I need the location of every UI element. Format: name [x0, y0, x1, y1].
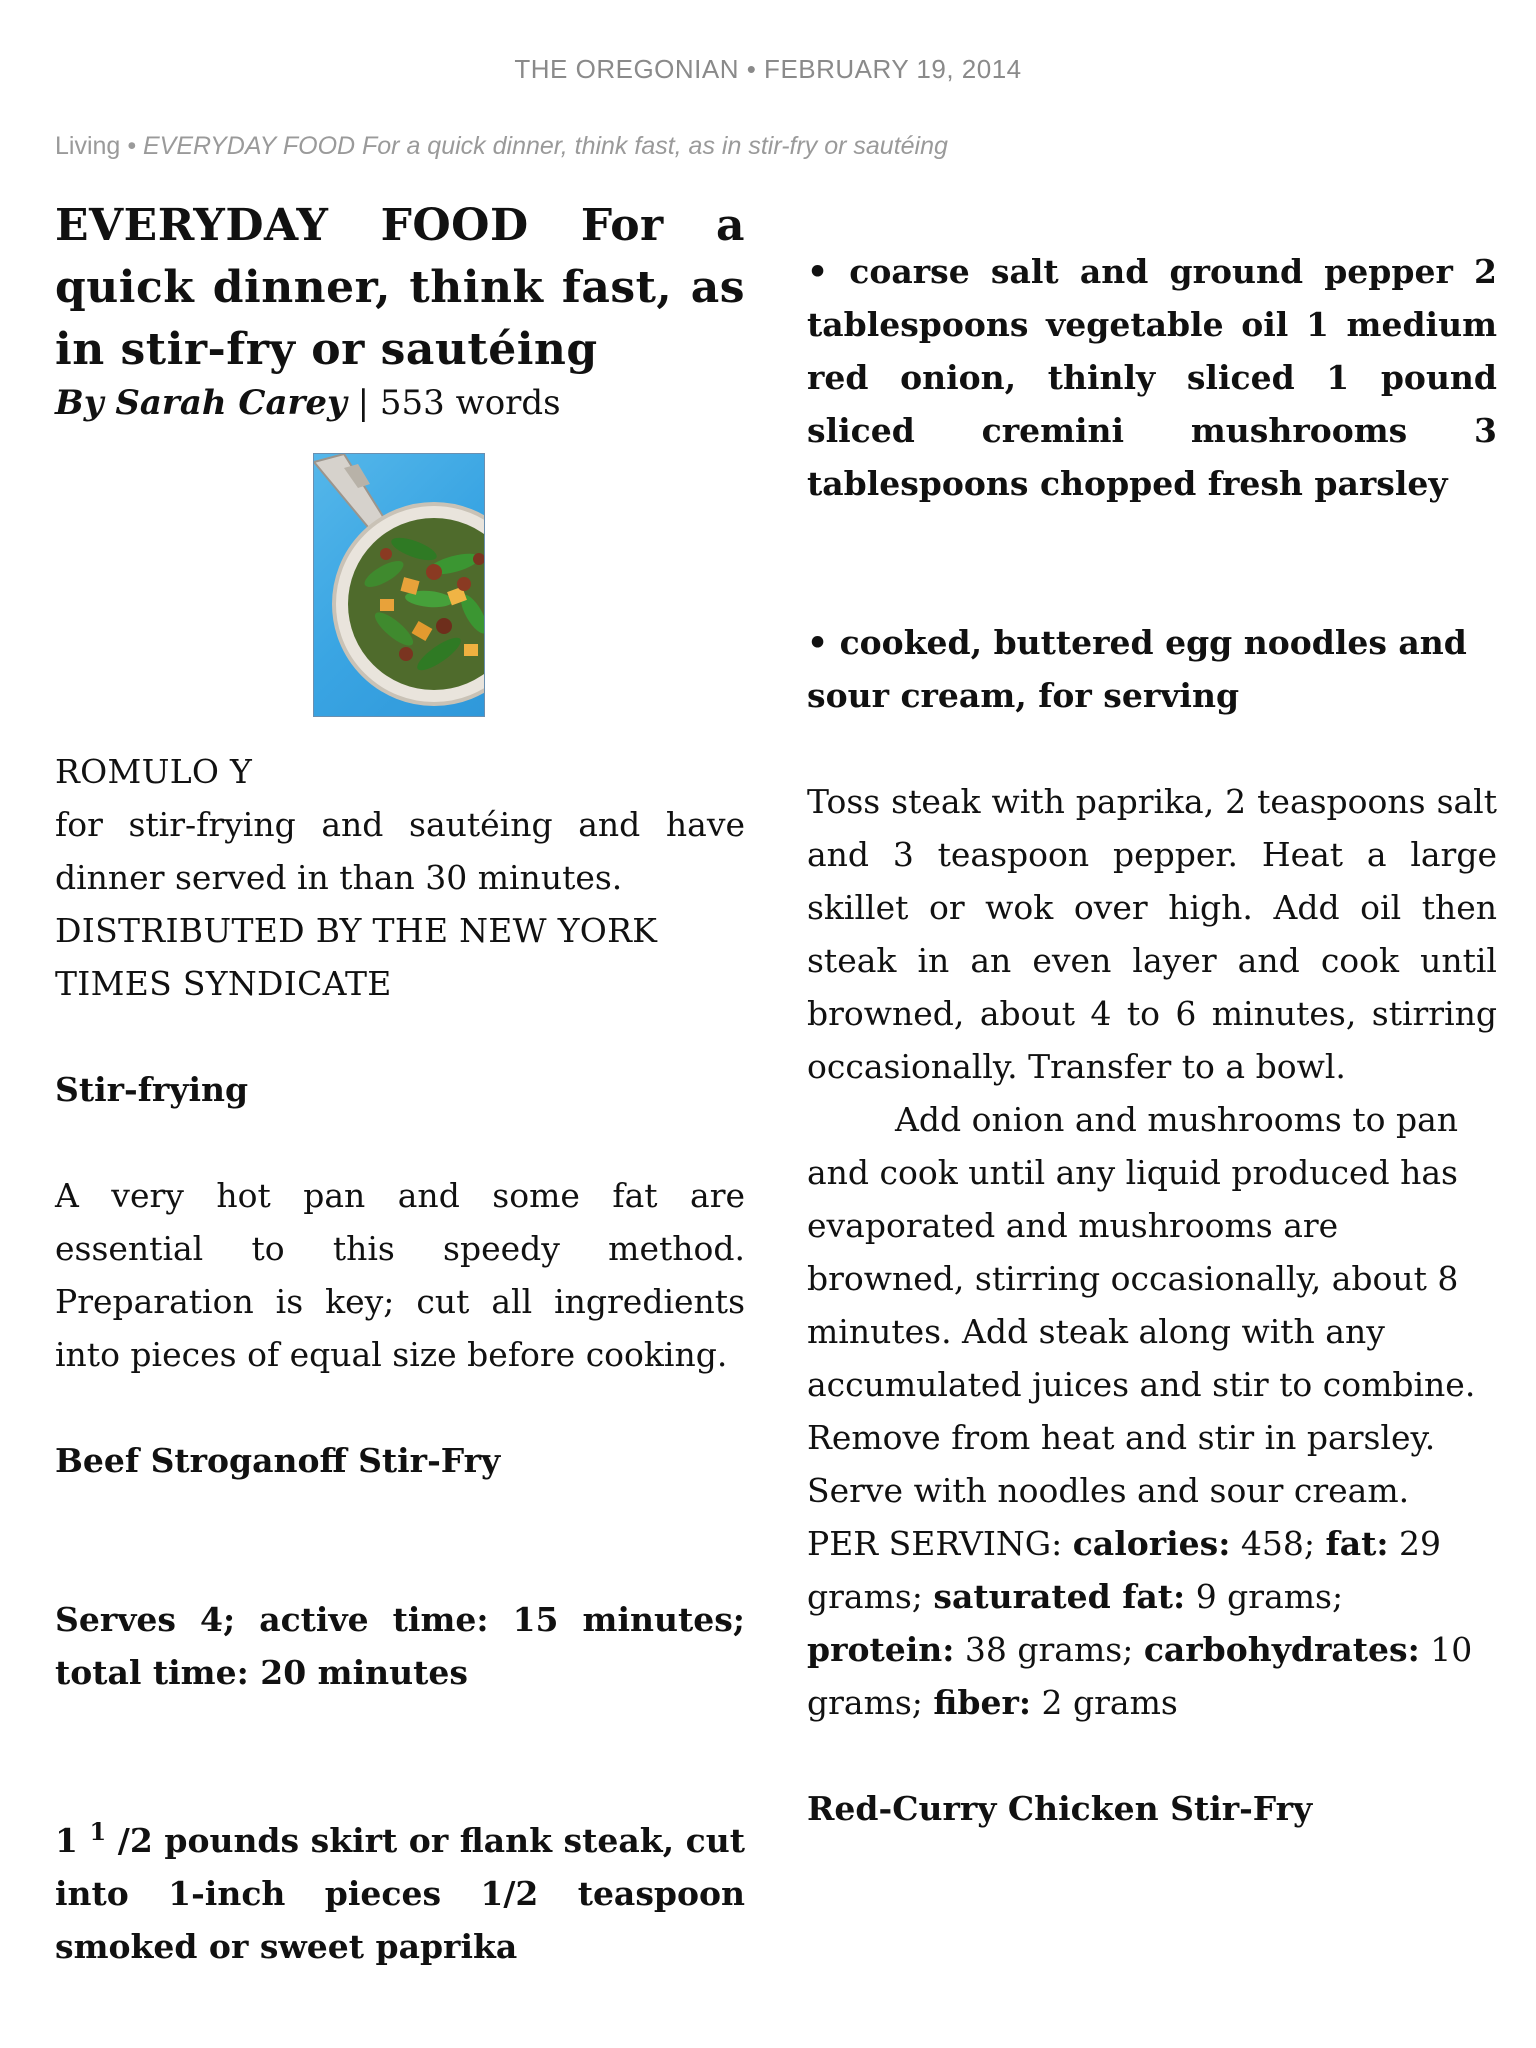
ingredients-block-a: [55, 1805, 745, 1973]
fat-value: 29 grams;: [807, 1524, 1442, 1616]
word-count: | 553 words: [357, 383, 561, 423]
ingredients-block-c: • cooked, buttered egg noodles and sour cream, for serving: [807, 623, 1467, 715]
section-body: A very hot pan and some fat are essential to this speedy method. Preparation is key; cut all ingredients into pieces of equal size before cooking.: [55, 1176, 745, 1374]
article-title: EVERYDAY FOOD For a quick dinner, think fast, as in stir-fry or sautéing: [55, 200, 745, 375]
nutrition-info: [807, 1517, 1497, 1729]
ingredients-a-text: /2 pounds skirt or flank steak, cut into 1-inch pieces 1/2 teaspoon smoked or sweet paprika: [55, 1821, 745, 1966]
fiber-value: 2 grams: [1031, 1683, 1178, 1722]
ingredients-block-b: • coarse salt and ground pepper 2 tablespoons vegetable oil 1 medium red onion, thinly sliced 1 pound sliced cremini mushrooms 3 tablespoons chopped fresh parsley: [807, 252, 1497, 503]
calories-label: calories:: [1072, 1524, 1231, 1563]
section-heading: Stir-frying: [55, 1070, 249, 1109]
carbohydrates-label: carbohydrates:: [1143, 1630, 1420, 1669]
intro-paragraph: for stir-frying and sautéing and have dinner served in than 30 minutes.: [55, 805, 745, 897]
photo-credit: ROMULO Y: [55, 752, 253, 791]
recipe-step-1: Toss steak with paprika, 2 teaspoons salt and 3 teaspoon pepper. Heat a large skillet or wok over high. Add oil then steak in an even layer and cook until browned, about 4 to 6 minutes, stirring occasionally. Transfer to a bowl.: [807, 782, 1497, 1086]
recipe-2-title: Red-Curry Chicken Stir-Fry: [807, 1789, 1313, 1828]
stir-fry-photo: [313, 453, 485, 717]
byline: [55, 381, 745, 425]
fat-label: fat:: [1325, 1524, 1389, 1563]
left-column: [55, 195, 745, 1973]
right-column: [807, 245, 1497, 1835]
masthead: THE OREGONIAN • FEBRUARY 19, 2014: [514, 54, 1022, 84]
breadcrumb: [55, 132, 1495, 161]
nutrition-prefix: PER SERVING:: [807, 1524, 1073, 1563]
calories-value: 458;: [1230, 1524, 1326, 1563]
recipe-step-2: Add onion and mushrooms to pan and cook until any liquid produced has evaporated and mushrooms are browned, stirring occasionally, about 8 minutes. Add steak along with any accumulated juices and stir to combine. Remove from heat and stir in parsley. Serve with noodles and sour cream.: [807, 1100, 1476, 1510]
author-name: By Sarah Carey: [55, 383, 347, 423]
ingredients-a-superscript: 1: [89, 1817, 107, 1846]
stir-fry-pan-illustration: [314, 454, 484, 716]
breadcrumb-trail: • EVERYDAY FOOD For a quick dinner, think fast, as in stir-fry or sautéing: [127, 132, 948, 160]
fiber-label: fiber:: [933, 1683, 1032, 1722]
distributor-line: DISTRIBUTED BY THE NEW YORK TIMES SYNDICATE: [55, 911, 658, 1003]
carbohydrates-value: 10 grams;: [807, 1630, 1473, 1722]
breadcrumb-section-link[interactable]: Living: [55, 132, 121, 160]
protein-value: 38 grams;: [954, 1630, 1144, 1669]
saturated-fat-label: saturated fat:: [933, 1577, 1186, 1616]
recipe-serves: Serves 4; active time: 15 minutes; total time: 20 minutes: [55, 1600, 745, 1692]
saturated-fat-value: 9 grams;: [1185, 1577, 1344, 1616]
protein-label: protein:: [807, 1630, 955, 1669]
recipe-title: Beef Stroganoff Stir-Fry: [55, 1441, 501, 1480]
ingredients-a-prefix: 1: [55, 1821, 78, 1860]
